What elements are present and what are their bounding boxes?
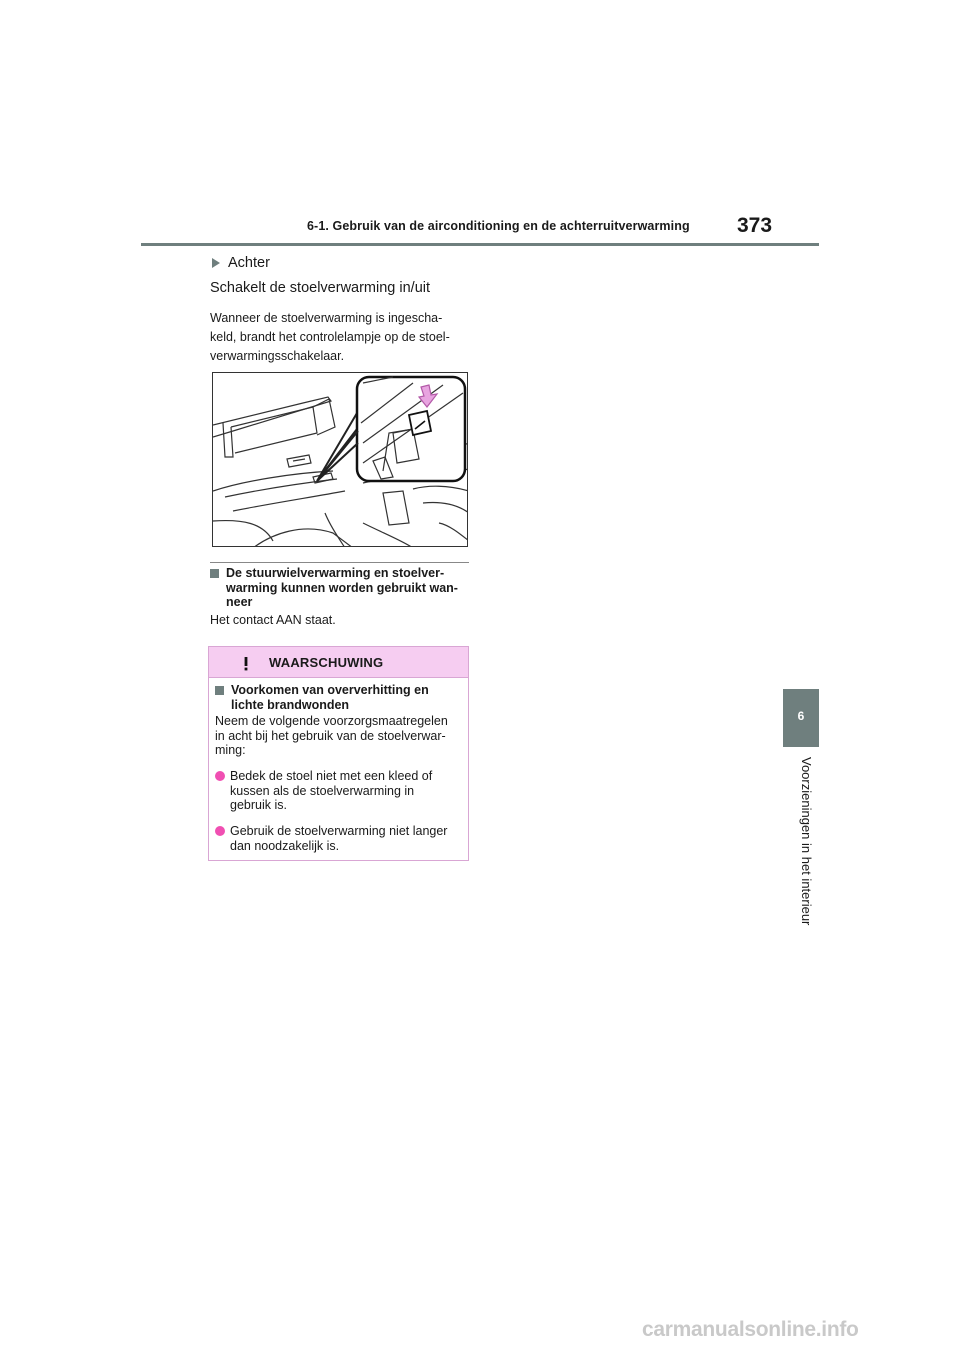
section-divider xyxy=(210,562,469,563)
warning-body: Neem de volgende voorzorgsmaatregelen in acht bij het gebruik van de stoelverwar- ming: xyxy=(215,714,448,757)
warning-heading-text: Voorkomen van oververhitting en lichte brandwonden xyxy=(231,683,429,712)
warning-bullet-text: Bedek de stoel niet met een kleed of kussen als de stoelverwarming in gebruik is. xyxy=(230,769,433,812)
warning-bullet-2 xyxy=(215,824,467,853)
triangle-bullet-icon xyxy=(212,258,220,268)
footer-watermark: carmanualsonline.info xyxy=(642,1318,859,1341)
circle-bullet-icon xyxy=(215,771,225,781)
chapter-number: 6 xyxy=(797,709,805,723)
warning-box xyxy=(208,646,469,861)
chapter-tab xyxy=(783,689,819,747)
square-bullet-icon xyxy=(215,686,224,695)
header-rule xyxy=(141,243,819,246)
subheading xyxy=(212,255,270,271)
subheading-text: Achter xyxy=(228,255,270,271)
section-heading xyxy=(210,566,472,610)
header-section-title: 6-1. Gebruik van de airconditioning en de achterruitverwarming xyxy=(307,219,690,233)
warning-title: WAARSCHUWING xyxy=(269,655,384,670)
rear-seat-heater-drawing xyxy=(213,373,468,547)
square-bullet-icon xyxy=(210,569,219,578)
lead-text: Schakelt de stoelverwarming in/uit xyxy=(210,280,431,296)
warning-triangle-icon xyxy=(234,651,258,673)
warning-heading xyxy=(215,683,465,712)
warning-header xyxy=(209,647,468,678)
circle-bullet-icon xyxy=(215,826,225,836)
chapter-title: Voorzieningen in het interieur xyxy=(799,757,814,926)
note-text: Wanneer de stoelverwarming is ingescha- keld, brandt het controlelampje op de stoel- verwarmingsschakelaar. xyxy=(210,311,450,363)
warning-bullet-1 xyxy=(215,769,467,813)
seat-heater-switch-illustration xyxy=(212,372,468,547)
section-body: Het contact AAN staat. xyxy=(210,613,336,627)
section-heading-text: De stuurwielverwarming en stoelver- warming kunnen worden gebruikt wan- neer xyxy=(226,566,458,609)
warning-bullet-text: Gebruik de stoelverwarming niet langer dan noodzakelijk is. xyxy=(230,824,448,853)
page-number: 373 xyxy=(737,214,773,237)
